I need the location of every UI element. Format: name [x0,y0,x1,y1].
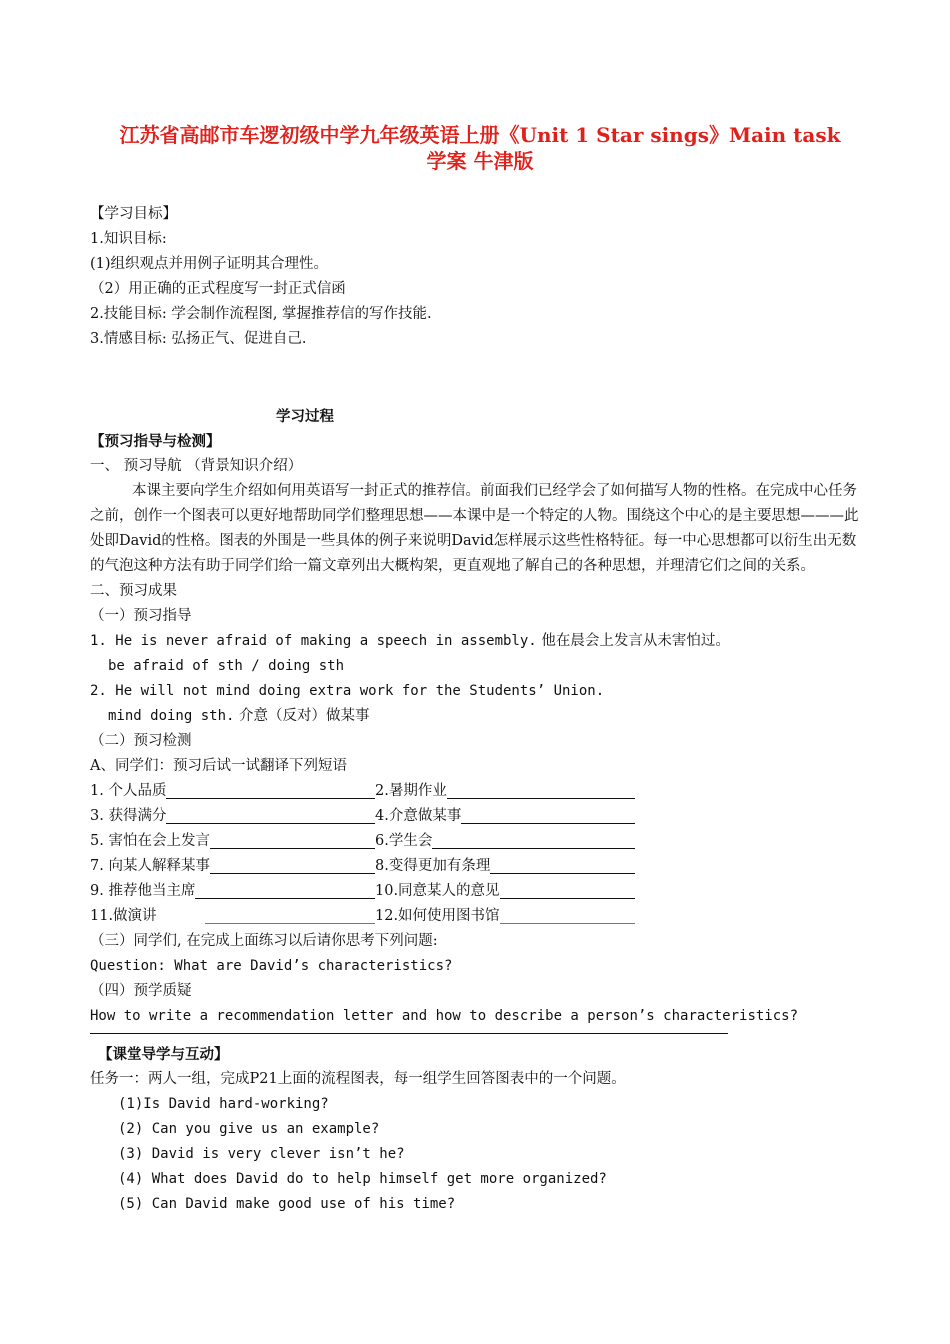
phrase-row [90,779,870,804]
doubt-title: （四）预学质疑 [90,983,192,999]
guide-item-zh: 介意（反对）做某事 [239,708,370,724]
check-instruction: A、同学们：预习后试一试翻译下列短语 [90,758,347,774]
preview-heading: 【预习指导与检测】 [90,433,221,450]
guide-item [90,629,870,654]
answer-blank[interactable] [490,857,635,874]
objective-item: 1.知识目标: [90,231,167,247]
phrase-row [90,804,870,829]
guide-item [90,654,870,679]
objectives-heading: 【学习目标】 [90,206,177,222]
answer-blank[interactable] [166,807,375,824]
title-line-1: 江苏省高邮市车逻初级中学九年级英语上册《Unit 1 Star sings》Main task [119,123,841,147]
guide-item-en: 2. He will not mind doing extra work for the Students’ Union. [90,683,605,699]
guide-item-zh: 他在晨会上发言从未害怕过。 [541,633,730,649]
guide-title: （一）预习指导 [90,608,192,624]
phrase-prompt: 2.暑期作业 [375,783,447,799]
task-question: (1)Is David hard-working? [118,1096,329,1112]
phrase-prompt: 3. 获得满分 [90,808,167,824]
task-question: (3) David is very clever isn’t he? [118,1146,405,1162]
phrase-row [90,854,870,879]
answer-blank[interactable] [210,857,375,874]
phrase-prompt: 9. 推荐他当主席 [90,883,196,899]
task-question: (5) Can David make good use of his time? [118,1196,456,1212]
task-question: (2) Can you give us an example? [118,1121,380,1137]
phrase-row [90,904,870,929]
answer-blank[interactable] [500,907,635,924]
check-title: （二）预习检测 [90,733,192,749]
objective-item: 3.情感目标: 弘扬正气、促进自己. [90,331,307,347]
guide-item [90,679,870,704]
phrase-row [90,879,870,904]
answer-blank[interactable] [205,907,375,924]
phrase-table [90,779,870,929]
guide-item-en: be afraid of sth / doing sth [108,658,345,674]
classroom-heading: 【课堂导学与互动】 [98,1046,229,1063]
phrase-prompt: 11.做演讲 [90,908,157,924]
classroom-section [90,1042,870,1217]
nav-paragraph: 本课主要向学生介绍如何用英语写一封正式的推荐信。前面我们已经学会了如何描写人物的性格。在完成中心任务之前，创作一个图表可以更好地帮助同学们整理思想——本课中是一个特定的人物。围绕这个中心的是主要思想———此处即David的性格。图表的外围是一些具体的例子来说明David怎样展示这些性格特征。每一中心思想都可以衍生出无数的气泡这种方法有助于同学们给一篇文章列出大概构架，更直观地了解自己的各种思想，并理清它们之间的关系。 [90,483,859,574]
task1-text: 任务一：两人一组，完成P21上面的流程图表，每一组学生回答图表中的一个问题。 [90,1071,626,1087]
phrase-prompt: 12.如何使用图书馆 [375,908,500,924]
objectives-section [90,202,870,352]
answer-blank[interactable] [461,807,635,824]
phrase-prompt: 1. 个人品质 [90,783,167,799]
think-title: （三）同学们, 在完成上面练习以后请你思考下列问题: [90,933,438,949]
answer-blank[interactable] [432,832,635,849]
process-heading: 学习过程 [276,408,334,425]
task-question: (4) What does David do to help himself get more organized? [118,1171,607,1187]
objective-item: (1)组织观点并用例子证明其合理性。 [90,256,329,272]
document-title [80,122,880,174]
phrase-prompt: 7. 向某人解释某事 [90,858,210,874]
objective-item: （2）用正确的正式程度写一封正式信函 [90,281,346,297]
objective-item: 2.技能目标: 学会制作流程图, 掌握推荐信的写作技能. [90,306,432,322]
phrase-prompt: 10.同意某人的意见 [375,883,500,899]
answer-blank[interactable] [500,882,635,899]
answer-blank[interactable] [166,782,375,799]
guide-item-en: mind doing sth. [108,708,235,724]
answer-blank[interactable] [447,782,635,799]
results-title: 二、预习成果 [90,583,177,599]
answer-blank[interactable] [210,832,375,849]
guide-item-en: 1. He is never afraid of making a speech in assembly. [90,633,537,649]
guide-item [90,704,870,729]
phrase-prompt: 6.学生会 [375,833,433,849]
nav-title: 一、 预习导航 （背景知识介绍） [90,458,303,474]
doubt-question: How to write a recommendation letter and how to describe a person’s characteristics? [90,1008,799,1024]
phrase-prompt: 8.变得更加有条理 [375,858,491,874]
phrase-prompt: 4.介意做某事 [375,808,462,824]
phrase-prompt: 5. 害怕在会上发言 [90,833,210,849]
question-text: Question: What are David’s characteristics? [90,958,453,974]
title-line-2: 学案 牛津版 [426,149,534,173]
answer-blank[interactable] [195,882,375,899]
process-section [90,404,870,1034]
phrase-row [90,829,870,854]
document-page [90,122,870,1217]
